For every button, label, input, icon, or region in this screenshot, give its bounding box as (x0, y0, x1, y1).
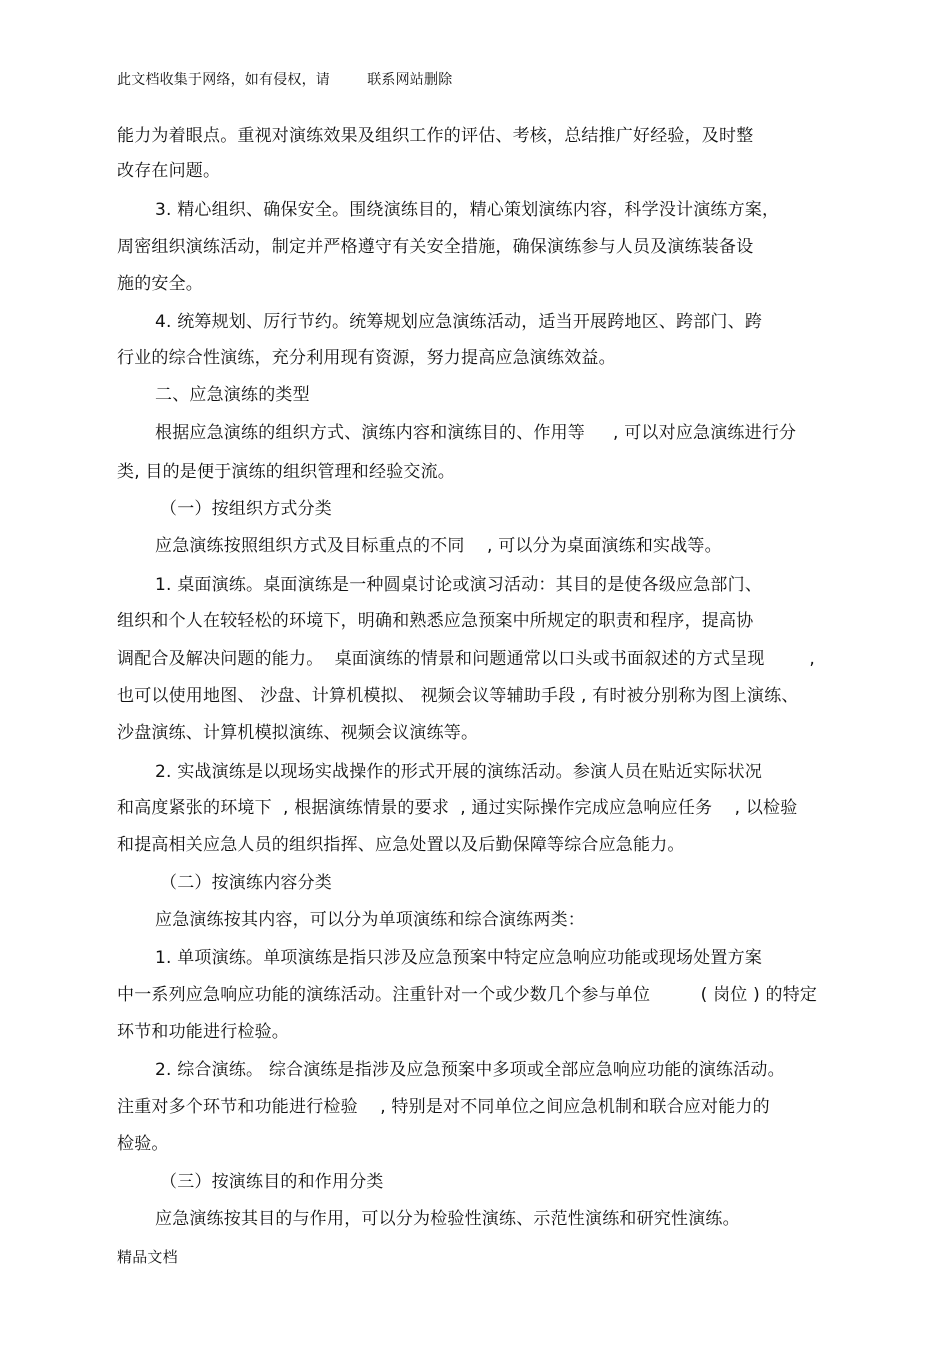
body-text-line: 1. 桌面演练。桌面演练是一种圆桌讨论或演习活动：其目的是使各级应急部门、 (155, 575, 763, 595)
body-text-line: 调配合及解决问题的能力。 桌面演练的情景和问题通常以口头或书面叙述的方式呈现 , (117, 649, 816, 669)
body-text-line: 检验。 (117, 1134, 169, 1154)
body-text-line: 和提高相关应急人员的组织指挥、应急处置以及后勤保障等综合应急能力。 (117, 835, 685, 855)
body-text-line: 环节和功能进行检验。 (117, 1022, 289, 1042)
body-text-line: 沙盘演练、计算机模拟演练、视频会议演练等。 (117, 723, 479, 743)
body-text-line: 行业的综合性演练，充分利用现有资源，努力提高应急演练效益。 (117, 348, 616, 368)
body-text-line: （三）按演练目的和作用分类 (160, 1172, 384, 1192)
body-text-line: 根据应急演练的组织方式、演练内容和演练目的、作用等 , 可以对应急演练进行分 (155, 423, 797, 443)
page-header: 此文档收集于网络，如有侵权，请 联系网站删除 (117, 72, 453, 88)
body-text-line: （二）按演练内容分类 (160, 873, 332, 893)
body-text-line: 中一系列应急响应功能的演练活动。注重针对一个或少数几个参与单位 ( 岗位 ) 的特定 (117, 985, 818, 1005)
body-text-line: 类, 目的是便于演练的组织管理和经验交流。 (117, 462, 456, 482)
body-text-line: 也可以使用地图、 沙盘、计算机模拟、 视频会议等辅助手段 , 有时被分别称为图上演练、 (117, 686, 799, 706)
page-footer: 精品文档 (117, 1248, 178, 1266)
body-text-line: 3. 精心组织、确保安全。围绕演练目的，精心策划演练内容，科学没计演练方案， (155, 200, 780, 220)
body-text-line: 应急演练按其目的与作用，可以分为检验性演练、示范性演练和研究性演练。 (155, 1209, 740, 1229)
body-text-line: 4. 统筹规划、厉行节约。统筹规划应急演练活动，适当开展跨地区、跨部门、跨 (155, 312, 763, 332)
body-text-line: 2. 综合演练。 综合演练是指涉及应急预案中多项或全部应急响应功能的演练活动。 (155, 1060, 785, 1080)
body-text-line: 组织和个人在较轻松的环境下，明确和熟悉应急预案中所规定的职责和程序，提高协 (117, 611, 754, 631)
body-text-line: 改存在问题。 (117, 161, 221, 181)
body-text-line: 应急演练按照组织方式及目标重点的不同 , 可以分为桌面演练和实战等。 (155, 536, 722, 556)
body-text-line: 能力为着眼点。重视对演练效果及组织工作的评估、考核，总结推广好经验，及时整 (117, 126, 754, 146)
body-text-line: （一）按组织方式分类 (160, 499, 332, 519)
body-text-line: 应急演练按其内容，可以分为单项演练和综合演练两类： (155, 910, 585, 930)
body-text-line: 和高度紧张的环境下 , 根据演练情景的要求 , 通过实际操作完成应急响应任务 , 以检验 (117, 798, 798, 818)
body-text-line: 2. 实战演练是以现场实战操作的形式开展的演练活动。参演人员在贴近实际状况 (155, 762, 763, 782)
body-text-line: 周密组织演练活动，制定并严格遵守有关安全措施，确保演练参与人员及演练装备设 (117, 237, 754, 257)
body-text-line: 二、应急演练的类型 (155, 385, 310, 405)
body-text-line: 施的安全。 (117, 274, 203, 294)
body-text-line: 1. 单项演练。单项演练是指只涉及应急预案中特定应急响应功能或现场处置方案 (155, 948, 763, 968)
body-text-line: 注重对多个环节和功能进行检验 , 特别是对不同单位之间应急机制和联合应对能力的 (117, 1097, 770, 1117)
